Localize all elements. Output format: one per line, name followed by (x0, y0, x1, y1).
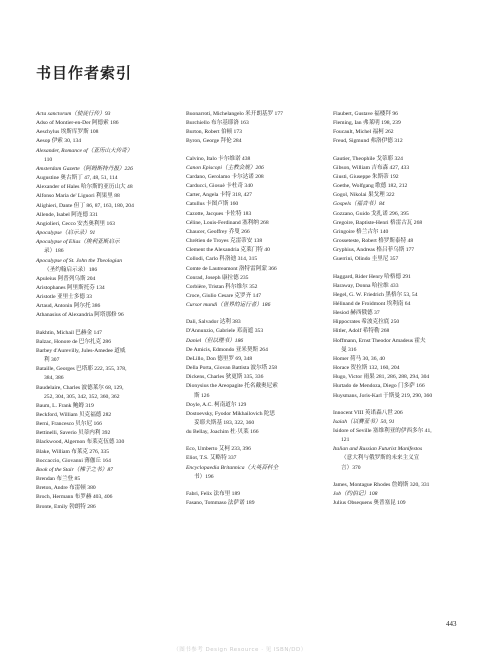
index-entry: Doyle, A.C. 柯南道尔 129 (186, 401, 247, 408)
index-entry: Haraway, Donna 哈拉维 433 (333, 282, 399, 289)
index-entry: Blackwood, Algernon 布莱克伍德 330 (36, 439, 125, 446)
index-entry: Hesiod 赫西俄德 37 (333, 310, 380, 317)
index-entry: Catullus 卡图卢斯 160 (186, 201, 239, 208)
index-entry: James, Montague Rhodes 詹姆斯 320, 331 (333, 481, 430, 488)
index-entry: Aristophanes 阿里斯托芬 134 (36, 284, 105, 291)
index-column-3 (333, 110, 473, 508)
index-entry: Calvino, Italo 卡尔维诺 438 (186, 155, 251, 162)
index-entry: 利 307 (44, 357, 60, 364)
index-entry: 曼 316 (341, 346, 357, 353)
index-entry: Baudelaire, Charles 波德莱尔 68, 129, (36, 384, 124, 391)
index-entry: Gringoire 格兰古尔 140 (333, 228, 389, 235)
index-entry: Aesop 伊索 30, 134 (36, 138, 82, 145)
index-entry: Dali, Salvador 达利 383 (186, 319, 241, 326)
index-entry: Hitler, Adolf 希特勒 268 (333, 328, 390, 335)
index-entry: Breton, Andre 布雷顿 380 (36, 485, 96, 492)
index-entry: D'Annunzio, Gabriele 邓南遮 353 (186, 328, 264, 335)
index-entry: Burchiello 布尔基耶洛 163 (186, 120, 249, 127)
index-entry: Haggard, Rider Henry 哈格德 291 (333, 273, 411, 280)
index-entry: Dickens, Charles 狄更斯 335, 336 (186, 374, 264, 381)
index-entry: Augustine 奥古斯丁 47, 48, 51, 114 (36, 175, 118, 182)
index-entry: Italian and Russian Futurist Manifestos (333, 446, 423, 453)
index-entry: Gogol, Nikolai 果戈理 322 (333, 192, 395, 199)
index-entry: Horace 贺拉斯 132, 160, 204 (333, 365, 400, 372)
page-number: 443 (446, 620, 457, 628)
index-entry: Goethe, Wolfgang 歌德 182, 212 (333, 183, 408, 190)
index-entry: Burton, Robert 伯顿 173 (186, 129, 242, 136)
index-entry: Canon Episcopi（主教会规）206 (186, 164, 264, 171)
index-entry: Alexander of Hales 哈尔斯的亚历山大 48 (36, 184, 133, 191)
index-entry: Apocalypse of Elias（埃利亚斯启示 (36, 239, 120, 246)
index-entry: Byron, George 拜伦 284 (186, 138, 242, 145)
page-title: 书目作者索引 (36, 64, 133, 82)
index-entry: Alighieri, Dante 但丁 86, 87, 163, 180, 204 (36, 202, 134, 209)
index-entry: Collodi, Carlo 科洛迪 314, 315 (186, 256, 258, 263)
index-entry: Isidore of Seville 塞维利亚的伊西多尔 41, (333, 428, 432, 434)
index-entry: Angiolieri, Cecco 安杰奥利里 163 (36, 220, 115, 227)
index-entry: Foucault, Michel 福柯 262 (333, 129, 394, 136)
index-entry: Apocalypse（启示录）91 (36, 230, 96, 237)
index-entry: 121 (341, 437, 350, 444)
index-entry: Barbey d'Aurevilly, Jules-Amedee 道威 (36, 347, 126, 354)
index-entry: Grosseteste, Robert 格罗斯泰特 48 (333, 238, 414, 245)
index-entry: du Bellay, Joachim 杜·贝莱 166 (186, 429, 259, 436)
index-entry: Aeschylus 埃斯库罗斯 108 (36, 129, 99, 136)
index-entry: Hugo, Victor 雨果 281, 286, 288, 294, 304 (333, 374, 430, 381)
index-entry: Della Porta, Giovan Battista 波尔塔 258 (186, 365, 278, 372)
index-entry: Blake, William 布莱克 276, 335 (36, 448, 110, 455)
index-entry: Hurtado de Mendoza, Diego 门多萨 166 (333, 383, 425, 390)
index-entry: Berni, Francesco 贝尔尼 166 (36, 421, 102, 428)
index-entry: Gregoire, Baptiste-Henri 格雷古瓦 268 (333, 219, 423, 226)
index-entry: Huysmans, Joris-Karl 于斯曼 219, 290, 360 (333, 392, 433, 399)
index-entry: Encyclopaedia Britannica（大英百科全 (186, 464, 279, 471)
index-entry: Amsterdam Gazette（阿姆斯特丹报）226 (36, 165, 133, 172)
index-entry: DeLillo, Don 德里罗 69, 348 (186, 355, 253, 362)
index-entry: Fleming, Ian 弗莱明 198, 239 (333, 120, 401, 127)
index-entry: Hippocrates 希波克拉底 250 (333, 319, 400, 326)
index-entry: Bataille, Georges 巴塔耶 222, 355, 378, (36, 366, 127, 373)
index-entry: Brendan 布兰登 85 (36, 476, 81, 483)
index-entry: Boccaccio, Giovanni 薄伽丘 164 (36, 457, 111, 464)
index-entry: Hélinand de Froidmont 埃利南 64 (333, 300, 411, 307)
index-entry: Cardano, Gerolamo 卡尔达诺 208 (186, 173, 264, 180)
index-entry: Cursor mundi（世界的运行者）186 (186, 302, 271, 309)
index-entry: 书）196 (194, 473, 214, 480)
index-entry: Job（约伯记）108 (333, 490, 378, 497)
index-entry: 252, 304, 305, 342, 352, 360, 362 (44, 393, 120, 400)
index-entry: Dostoevsky, Fyodor Mikhailovich 陀思 (186, 410, 276, 417)
index-entry: Baum, L. Frank 鲍姆 319 (36, 402, 94, 409)
index-entry: Gautier, Theophile 戈蒂耶 324 (333, 155, 403, 162)
index-entry: De Amicis, Edmondo 亚米契斯 264 (186, 346, 268, 353)
index-entry: Gozzano, Guido 戈扎诺 296, 395 (333, 210, 409, 217)
index-entry: Eliot, T.S. 艾略特 337 (186, 455, 237, 462)
index-entry: Apocalypse of St. John the Theologian (36, 257, 123, 264)
index-entry: Fabri, Felix 法布里 189 (186, 490, 241, 497)
index-entry: Book of the Stair（梯子之书）87 (36, 466, 113, 473)
index-entry: Homer 荷马 30, 36, 40 (333, 355, 385, 362)
index-entry: Broch, Hermann 布罗赫 403, 406 (36, 494, 113, 501)
index-entry: Adso of Montier-en-Der 阿德索 186 (36, 120, 119, 127)
index-entry: Chrétien de Troyes 克雷蒂安 138 (186, 238, 263, 245)
watermark-text: （图书参考 Design Resource · 见 ISBN/DD） (173, 647, 307, 653)
index-entry: Céline, Louis-Ferdinand 塞利纳 268 (186, 219, 269, 226)
index-column-2 (186, 110, 326, 508)
index-entry: 斯 126 (194, 392, 210, 399)
index-entry: Artaud, Antonin 阿尔托 386 (36, 303, 101, 310)
index-column-1 (36, 110, 176, 512)
index-entry: 录）186 (44, 248, 64, 255)
index-entry: Flaubert, Gustave 福楼拜 96 (333, 111, 398, 117)
index-entry: Aristotle 亚里士多德 33 (36, 294, 92, 301)
index-entry: Guerrini, Olindo 圭里尼 357 (333, 256, 399, 263)
index-entry: Allende, Isabel 阿连德 331 (36, 211, 98, 218)
index-entry: Comte de Lautreamont 洛特雷阿蒙 366 (186, 265, 277, 272)
index-entry: 110 (44, 156, 53, 163)
index-entry: Bronte, Emily 勃朗特 286 (36, 503, 96, 510)
index-entry: 妥耶夫斯基 183, 322, 360 (194, 420, 255, 426)
index-entry: Clement the Alexandria 克莱门特 40 (186, 247, 270, 254)
index-entry: Cazotte, Jacques 卡佐特 183 (186, 210, 252, 217)
index-entry: Athanasius of Alexandria 阿塔那修 96 (36, 312, 124, 319)
index-entry: Alfonso Maria de' Liguori 利果里 88 (36, 193, 120, 200)
index-entry: Corbière, Tristan 科尔维尔 352 (186, 283, 258, 290)
index-entry: 384, 386 (44, 375, 64, 382)
index-entry: Hoffmann, Ernst Theodor Amadeus 霍夫 (333, 337, 426, 344)
index-entry: （圣约翰启示录）186 (44, 266, 98, 273)
index-entry: Innocent VIII 英诺森八世 206 (333, 409, 403, 416)
index-entry: Alexander, Romance of（亚历山大传奇） (36, 147, 133, 154)
index-entry: Carter, Angela 卡特 318, 427 (186, 192, 252, 199)
index-entry: Carducci, Giosuè 卡杜奇 340 (186, 183, 253, 190)
index-entry: Eco, Umberto 艾柯 233, 396 (186, 446, 251, 453)
index-entry: Acta sanctorum（使徒行传）93 (36, 111, 111, 117)
index-entry: Daniel（但以理书）186 (186, 337, 244, 344)
index-entry: Fasano, Tommaso 法萨诺 189 (186, 500, 255, 507)
index-entry: Bakhtin, Michail 巴赫金 147 (36, 329, 102, 336)
index-entry: Croce, Giulio Cesare 克罗齐 147 (186, 292, 262, 299)
index-entry: Hegel, G. W. Friedrich 黑格尔 53, 54 (333, 291, 418, 298)
index-entry: （意大利与俄罗斯的未来主义宣 (341, 455, 420, 462)
index-entry: 言）370 (341, 464, 361, 471)
index-entry: Gospels（福音书）84 (333, 201, 385, 208)
index-entry: Giusti, Giuseppe 朱斯蒂 192 (333, 173, 399, 180)
index-entry: Bettinelli, Saverio 贝蒂内利 392 (36, 430, 111, 437)
index-entry: Chaucer, Geoffrey 乔叟 266 (186, 228, 250, 235)
index-entry: Dionysius the Areopagite 托名戴奥尼索 (186, 383, 278, 390)
index-entry: Julius Obsequens 奥普塞昆 109 (333, 500, 406, 507)
index-entry: Freud, Sigmund 弗洛伊德 312 (333, 138, 403, 145)
index-entry: Balzac, Honore de 巴尔扎克 286 (36, 338, 112, 345)
index-entry: Conrad, Joseph 康拉德 235 (186, 274, 249, 281)
index-entry: Beckford, William 贝克福德 282 (36, 412, 112, 418)
index-entry: Gibson, William 吉布森 427, 433 (333, 164, 410, 171)
index-entry: Gryphius, Andreas 格吕菲乌斯 177 (333, 247, 415, 254)
index-entry: Isaiah（以赛亚书）50, 91 (333, 418, 395, 425)
index-entry: Buonarroti, Michelangelo 米开朗基罗 177 (186, 111, 283, 117)
index-entry: Apuleius 阿普列乌斯 204 (36, 275, 96, 282)
